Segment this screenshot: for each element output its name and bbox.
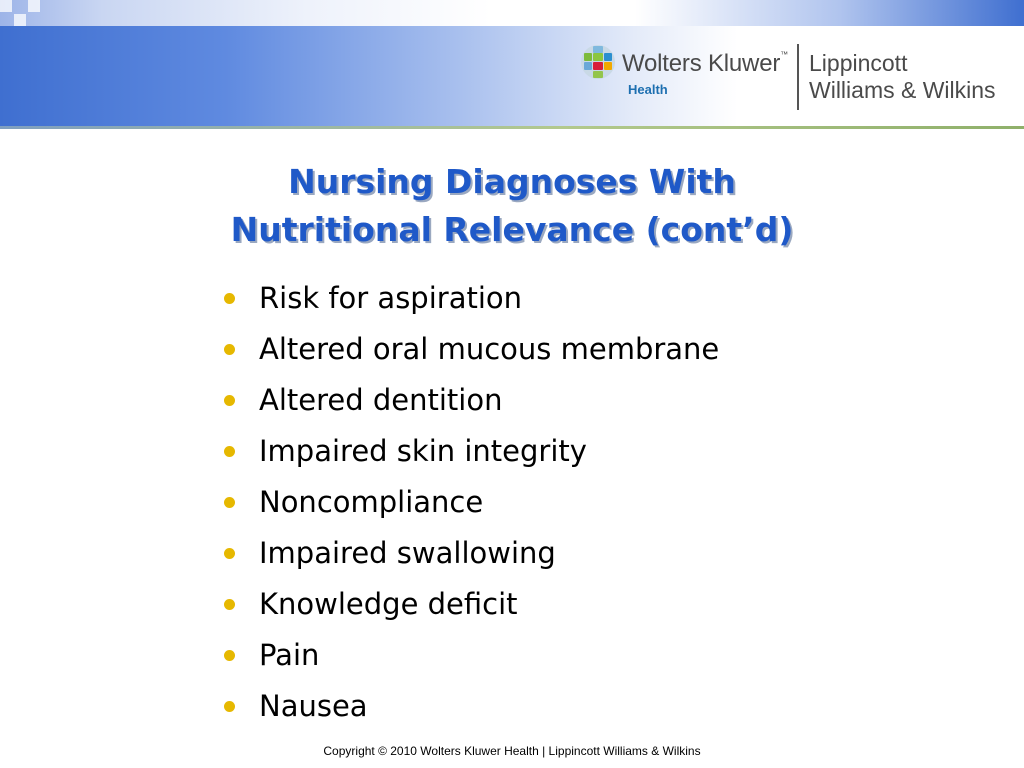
logo-partner-name xyxy=(809,50,996,104)
bullet-icon xyxy=(224,650,235,661)
slide-title-line2: Nutritional Relevance (cont’d) xyxy=(230,210,794,249)
corner-square xyxy=(14,14,26,26)
logo-brand-name: Wolters Kluwer™ xyxy=(622,50,788,77)
bullet-icon xyxy=(224,344,235,355)
copyright-footer: Copyright © 2010 Wolters Kluwer Health | Lippincott Williams & Wilkins xyxy=(323,744,701,758)
bullet-icon xyxy=(224,446,235,457)
bullet-icon xyxy=(224,701,235,712)
globe-logo-icon xyxy=(580,44,616,80)
header-divider-line xyxy=(0,126,1024,129)
bullet-icon xyxy=(224,395,235,406)
slide-title-line1: Nursing Diagnoses With xyxy=(288,162,736,201)
slide-title xyxy=(112,158,912,254)
logo-health-label: Health xyxy=(628,82,668,97)
logo-divider xyxy=(797,44,799,110)
logo-partner-line2: Williams & Wilkins xyxy=(809,77,996,103)
logo-partner-line1: Lippincott xyxy=(809,50,908,76)
bullet-icon xyxy=(224,548,235,559)
bullet-icon xyxy=(224,293,235,304)
bullet-icon xyxy=(224,599,235,610)
bullet-icon xyxy=(224,497,235,508)
header-top-strip xyxy=(0,0,1024,26)
corner-square xyxy=(0,0,12,12)
corner-square xyxy=(28,0,40,12)
publisher-logo xyxy=(580,42,1020,112)
